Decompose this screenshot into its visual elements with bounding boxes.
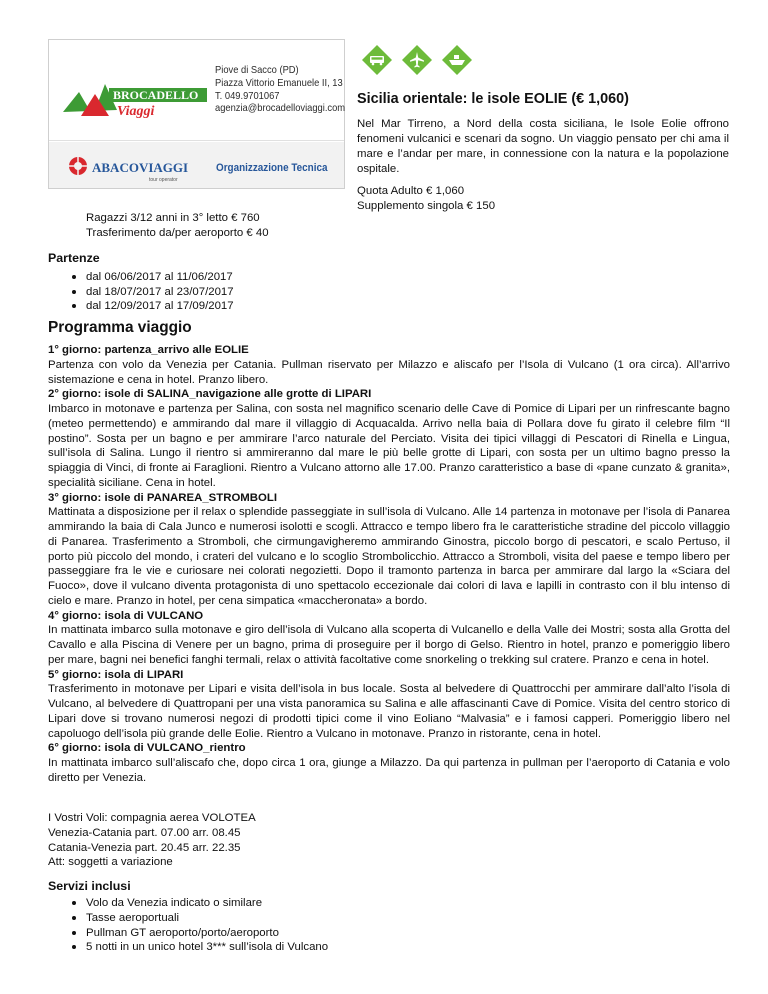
- svg-text:BROCADELLO: BROCADELLO: [113, 88, 199, 102]
- prices-block: [357, 184, 495, 214]
- agency-card: [48, 39, 345, 189]
- brocadello-logo: [61, 72, 211, 122]
- flight-outbound: Venezia-Catania part. 07.00 arr. 08.45: [48, 826, 241, 839]
- agency-address: Piazza Vittorio Emanuele II, 13: [215, 77, 343, 89]
- itinerary: [48, 343, 730, 786]
- abacoviaggi-logo: [65, 152, 197, 184]
- divider: [49, 140, 344, 141]
- svg-text:tour operator: tour operator: [149, 177, 178, 183]
- price-single-supplement: Supplemento singola € 150: [357, 200, 496, 212]
- flights-info: [48, 811, 256, 870]
- svg-text:Viaggi: Viaggi: [117, 104, 155, 119]
- price-adult: Quota Adulto € 1,060: [357, 185, 465, 197]
- day-4-text: In mattinata imbarco sulla motonave e giro dell’isola di Vulcano alla scoperta di Vulcanello e della Valle dei Mostri; sosta alla Grotta del Cavallo e alla Piscina di Venere per un bagno, prima di proseguire per il borgo di Gelso. Rientro in hotel, pranzo e pomeriggio libero per mare, bagni nei benefici fanghi termali, relax o attività facoltative come snorkeling o trekking sul cratere. Pranzo e cena in hotel.: [48, 624, 730, 666]
- programma-heading: Programma viaggio: [48, 319, 192, 336]
- day-5-title: 5° giorno: isola di LIPARI: [48, 668, 184, 681]
- day-2-title: 2° giorno: isole di SALINA_navigazione alle grotte di LIPARI: [48, 388, 372, 401]
- day-5-text: Trasferimento in motonave per Lipari e visita dell’isola in bus locale. Sosta al belvedere di Quattrocchi per ammirare dall’alto l’isola di Vulcano, al belvedere di Quattropani per una vista panoramica su Salina e alle affascinanti Cave di Pomice. Visita del centro storico di Lipari dove si trovano numerosi negozi di prodotti tipici come il vino Eoliano “Malvasia” e i famosi capperi. Pomeriggio libero nel capoluogo dell’isola più grande delle Eolie. Rientro a Vulcano in motonave. Pranzo in ristorante, cena in hotel.: [48, 683, 730, 740]
- prices-extra: [86, 211, 269, 241]
- flight-return: Catania-Venezia part. 20.45 arr. 22.35: [48, 841, 241, 854]
- agency-phone: T. 049.9701067: [215, 90, 280, 102]
- agency-header: [49, 40, 344, 140]
- agency-email: agenzia@brocadelloviaggi.com: [215, 103, 346, 115]
- bus-icon: [361, 44, 393, 76]
- day-1-title: 1° giorno: partenza_arrivo alle EOLIE: [48, 344, 249, 356]
- day-1-text: Partenza con volo da Venezia per Catania. Pullman riservato per Milazzo e aliscafo per l’Isola di Vulcano (1 ora circa). All’arrivo sistemazione e cena in hotel. Pranzo libero.: [48, 358, 730, 386]
- list-item: dal 18/07/2017 al 23/07/2017: [72, 285, 234, 300]
- agency-contact: [215, 65, 345, 116]
- day-3-text: Mattinata a disposizione per il relax o splendide passeggiate in sull’isola di Vulcano. Alle 14 partenza in motonave per l’isola di Panarea ammirando la baia di Cala Junco e numerosi isolotti e scogli. Attracco e tempo libero fra le caratteristiche stradine del piccolo villaggio di Panarea. Trasferimento a Stromboli, che cirmungavigheremo ammirando Ginostra, piccolo borgo di pescatori, e scalo Pertuso, il porto più piccolo del mondo, i crateri del vulcano e lo scoglio Strombolicchio. Attracco a Stromboli, visita del paese e tempo libero per passeggiare fra le vie e curiosare nei colorati negozietti. Dopo il tramonto partenza in barca per ammirare dal largo la «Sciara del Fuoco», dove il vulcano diventa protagonista di uno spettacolo eccezionale dai colori di lava e lapilli in contrasto con il blu intenso di cielo e mare. Pranzo in hotel, per cena simpatica «maccheronata» a bordo.: [48, 506, 730, 607]
- day-2-text: Imbarco in motonave e partenza per Salina, con sosta nel magnifico scenario delle Cave di Pomice di Lipari per un rinfrescante bagno (meteo permettendo) e ammirando dal mare il villaggio di Acquacalda. Arrivo nella baia di Pollara dove fu girato il celebre film “Il postino”. Sosta per un bagno e per ammirare l’arco naturale del Perciato. Visita dei tipici villaggi di Pescatori di Rinella e Lingua, sull’isola di Salina. Lungo il rientro si ammireranno dal mare le più belle grotte di Lipari, con sosta per un ultimo bagno presso la spiaggia di Vinci, di fronte ai Faraglioni. Rientro a Vulcano attorno alle 17.00. Pranzo caratteristico a base di «pane cunzato & granita», specialità siciliane. Cena in hotel.: [48, 403, 730, 489]
- price-children: Ragazzi 3/12 anni in 3° letto € 760: [86, 212, 260, 224]
- list-item: dal 12/09/2017 al 17/09/2017: [72, 299, 234, 314]
- servizi-heading: Servizi inclusi: [48, 879, 131, 893]
- price-transfer: Trasferimento da/per aeroporto € 40: [86, 227, 269, 239]
- day-6-title: 6° giorno: isola di VULCANO_rientro: [48, 742, 246, 755]
- departure-dates: [72, 270, 234, 314]
- list-item: Pullman GT aeroporto/porto/aeroporto: [72, 926, 328, 941]
- trip-title: Sicilia orientale: le isole EOLIE (€ 1,060): [357, 91, 629, 107]
- flight-airline: I Vostri Voli: compagnia aerea VOLOTEA: [48, 812, 256, 824]
- list-item: Volo da Venezia indicato o similare: [72, 896, 328, 911]
- agency-footer: [49, 142, 344, 188]
- list-item: 5 notti in un unico hotel 3*** sull’isola di Vulcano: [72, 940, 328, 955]
- list-item: Tasse aeroportuali: [72, 911, 328, 926]
- svg-text:ABACOVIAGGI: ABACOVIAGGI: [92, 160, 189, 175]
- day-4-title: 4° giorno: isola di VULCANO: [48, 609, 204, 622]
- day-3-title: 3° giorno: isole di PANAREA_STROMBOLI: [48, 491, 278, 504]
- ship-icon: [441, 44, 473, 76]
- organizzazione-tecnica: Organizzazione Tecnica: [216, 162, 328, 174]
- flight-note: Att: soggetti a variazione: [48, 856, 173, 869]
- trip-intro: Nel Mar Tirreno, a Nord della costa siciliana, le Isole Eolie offrono fenomeni vulcanici e scenari da sogno. Un viaggio pensato per chi ama il mare e l’andar per mare, in connessione con la natura e la popolazione ospitale.: [357, 118, 729, 175]
- agency-city: Piove di Sacco (PD): [215, 65, 299, 76]
- partenze-heading: Partenze: [48, 251, 100, 265]
- day-6-text: In mattinata imbarco sull’aliscafo che, dopo circa 1 ora, giunge a Milazzo. Da qui partenza in pullman per l’aeroporto di Catania e volo diretto per Venezia.: [48, 757, 730, 784]
- list-item: dal 06/06/2017 al 11/06/2017: [72, 270, 234, 285]
- plane-icon: [401, 44, 433, 76]
- included-services: [72, 896, 328, 955]
